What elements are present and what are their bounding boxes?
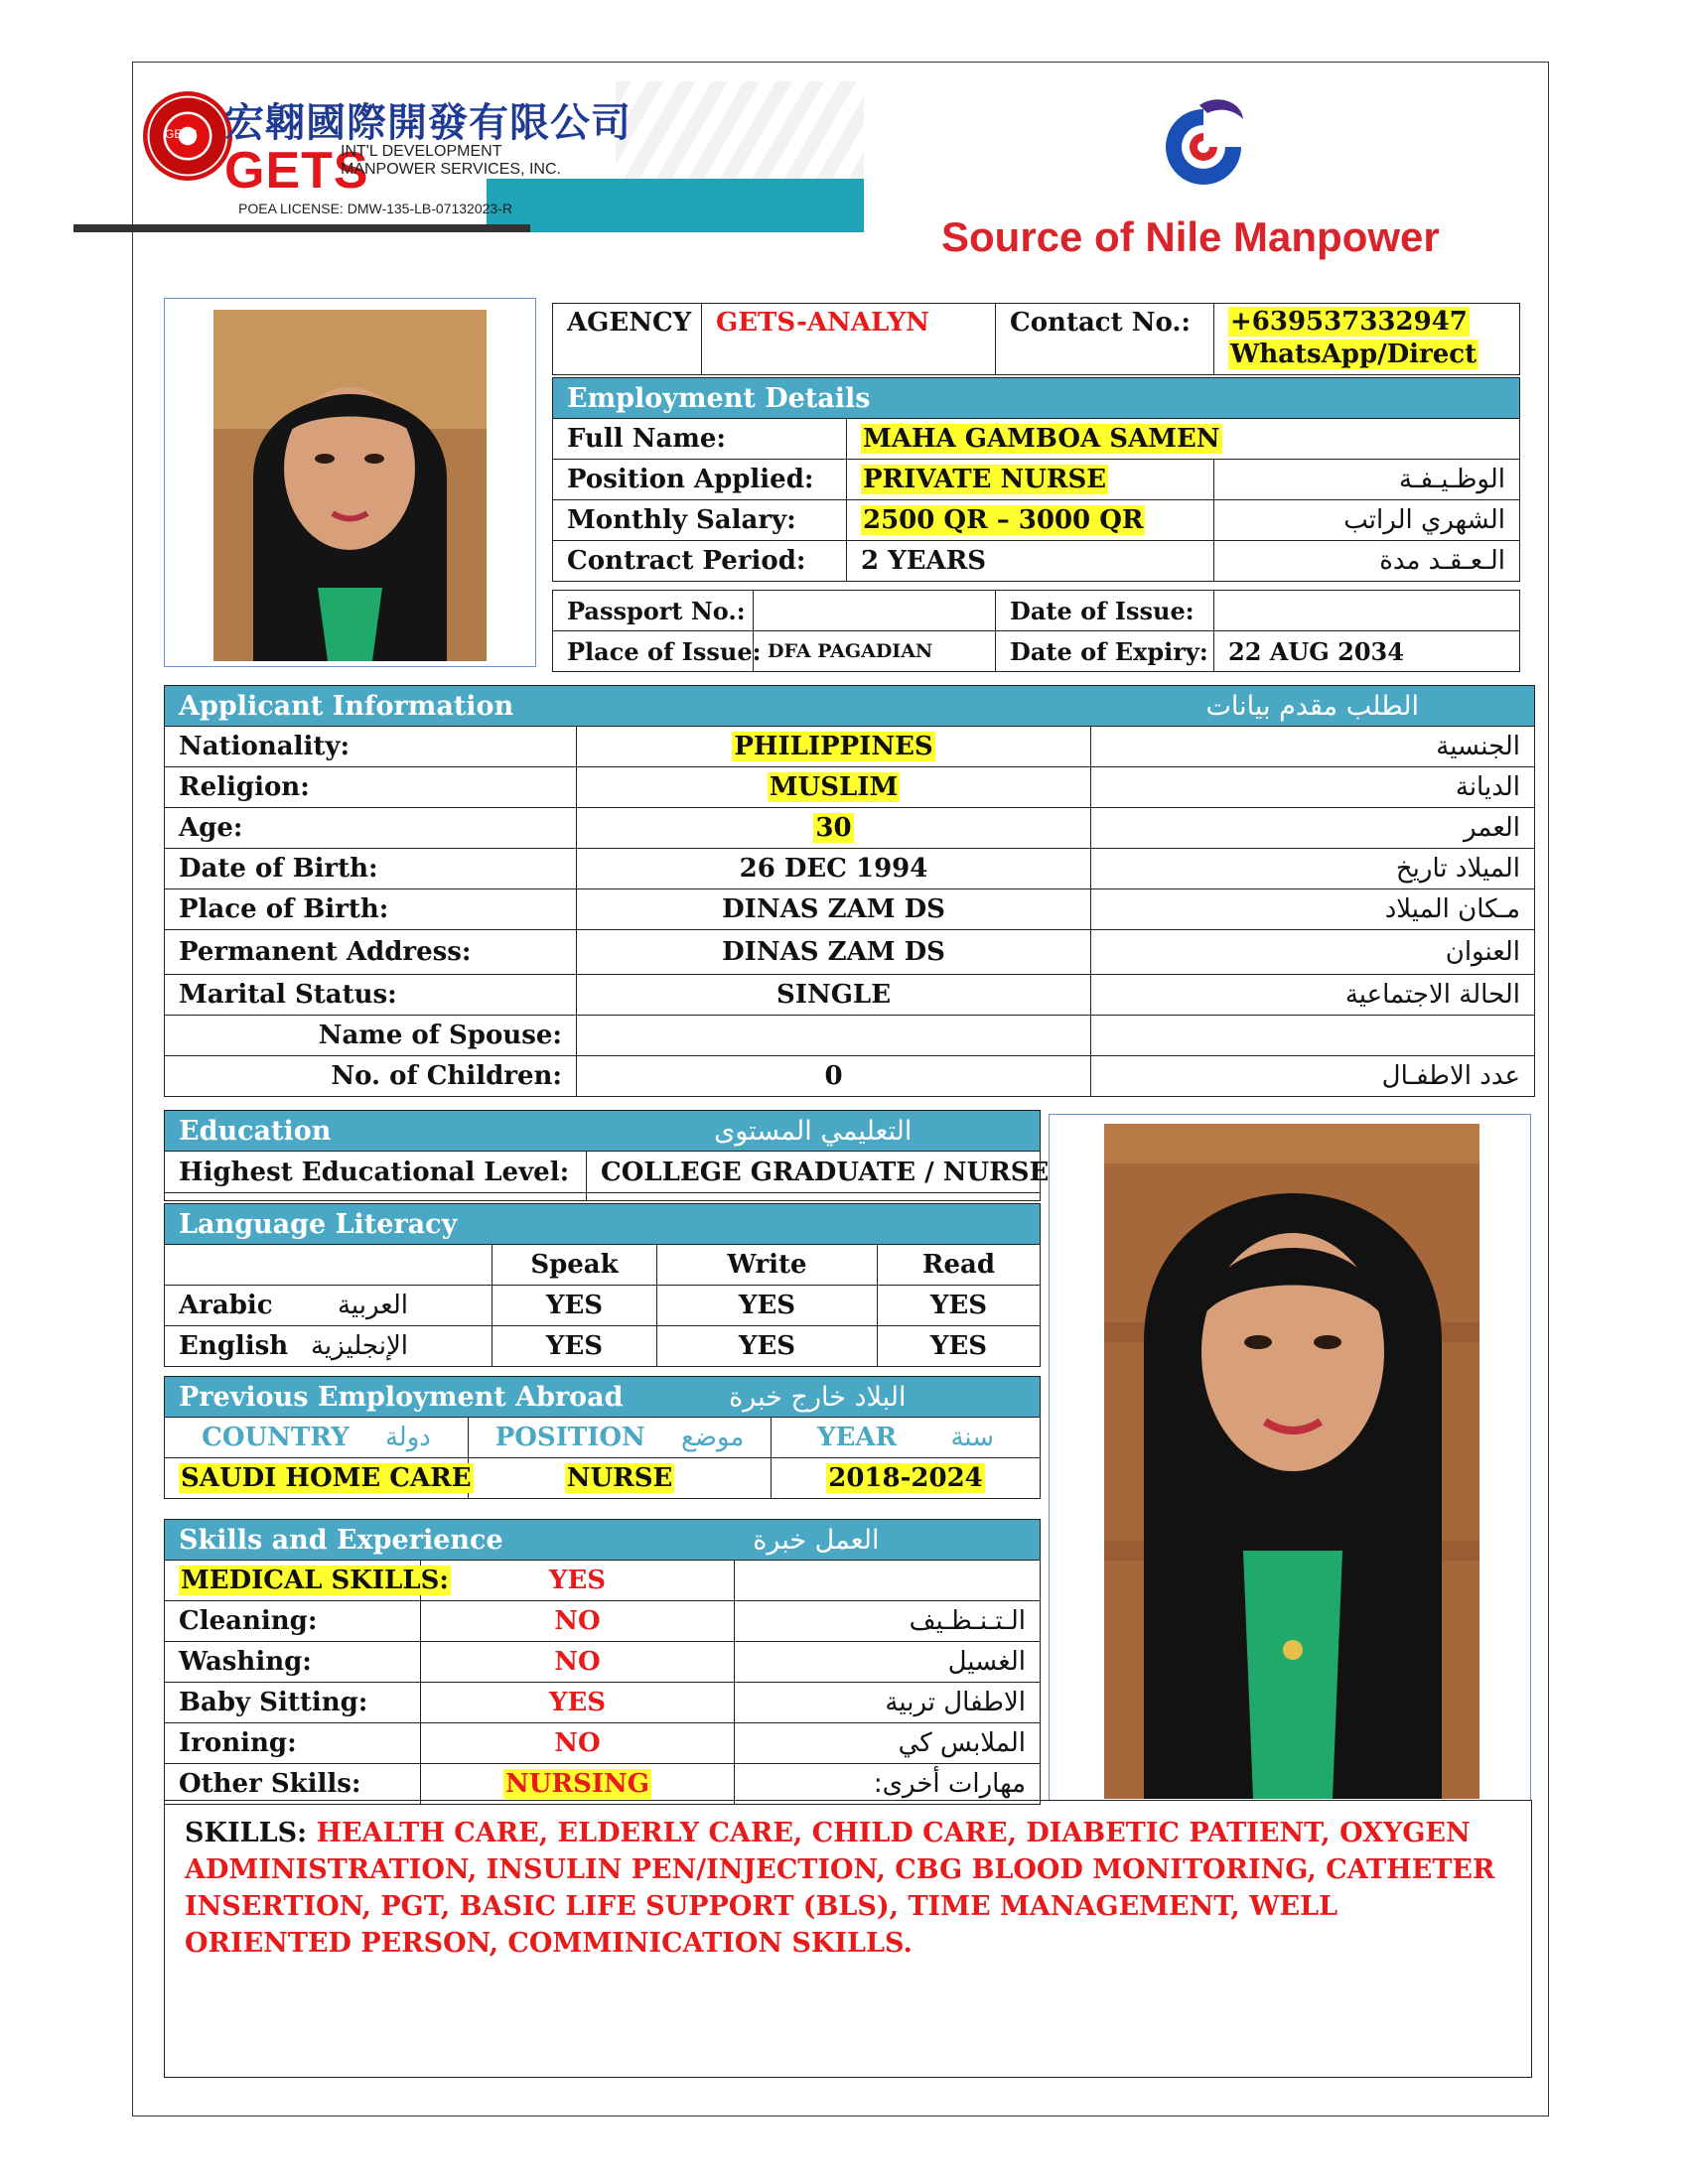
arabic-read: YES: [878, 1286, 1041, 1326]
issue-date-label: Date of Issue:: [996, 591, 1214, 631]
contract-value: 2 YEARS: [847, 541, 1214, 582]
contract-label: Contract Period:: [553, 541, 847, 582]
dob: 26 DEC 1994: [577, 849, 1091, 889]
salary-label: Monthly Salary:: [553, 500, 847, 541]
pob: DINAS ZAM DS: [577, 889, 1091, 930]
age-cell: [577, 808, 1091, 849]
prev-year-cell: [772, 1458, 1041, 1499]
prev-country: SAUDI HOME CARE: [181, 1463, 472, 1493]
children-arabic: عدد الاطفـال: [1091, 1056, 1535, 1097]
skill-other-value: NURSING: [505, 1769, 649, 1799]
skill-babysitting-value: YES: [421, 1683, 735, 1723]
language-title: Language Literacy: [165, 1204, 1041, 1245]
language-name-arabic: العربية: [337, 1291, 408, 1320]
spouse-arabic: [1091, 1016, 1535, 1056]
skills-title-text: Skills and Experience: [179, 1524, 503, 1556]
col-country-label: COUNTRY: [202, 1423, 350, 1452]
skill-ironing-value: NO: [421, 1723, 735, 1764]
education-level: COLLEGE GRADUATE / NURSE: [587, 1152, 1041, 1193]
nationality-cell: [577, 727, 1091, 767]
skills-summary-label: SKILLS:: [185, 1818, 308, 1848]
col-position-arabic: موضع: [681, 1423, 745, 1452]
skills-title-arabic: العمل خبرة: [753, 1524, 880, 1556]
passport-number-label: Passport No.:: [553, 591, 754, 631]
applicant-photo: [213, 310, 487, 661]
skill-other-cell: [421, 1764, 735, 1805]
col-country-arabic: دولة: [384, 1423, 431, 1452]
previous-title: [165, 1377, 907, 1418]
col-year: [772, 1418, 1041, 1458]
skill-other-arabic: مهارات أخرى:: [735, 1764, 1041, 1805]
dob-arabic: الميلاد تاريخ: [1091, 849, 1535, 889]
position: PRIVATE NURSE: [863, 465, 1107, 494]
prev-position-cell: [469, 1458, 772, 1499]
gets-subtitle-line2: MANPOWER SERVICES, INC.: [341, 161, 561, 178]
position-value: [847, 460, 1214, 500]
skill-babysitting-arabic: الاطفال تربية: [735, 1683, 1041, 1723]
religion-label: Religion:: [165, 767, 577, 808]
language-header-read: Read: [878, 1245, 1041, 1286]
language-name: Arabic: [179, 1291, 273, 1320]
age-label: Age:: [165, 808, 577, 849]
contact-phone: +639537332947: [1230, 307, 1468, 337]
arabic-write: YES: [657, 1286, 878, 1326]
nationality-arabic: الجنسية: [1091, 727, 1535, 767]
prev-year: 2018-2024: [828, 1463, 983, 1493]
gets-name: GETS: [224, 142, 369, 200]
skill-ironing-label: Ironing:: [165, 1723, 421, 1764]
arabic-speak: YES: [492, 1286, 657, 1326]
nile-logo-icon: [1160, 97, 1247, 197]
skill-washing-label: Washing:: [165, 1642, 421, 1683]
skill-washing-value: NO: [421, 1642, 735, 1683]
skill-ironing-arabic: الملابس كي: [735, 1723, 1041, 1764]
address: DINAS ZAM DS: [577, 930, 1091, 975]
expiry-date: 22 AUG 2034: [1214, 631, 1520, 672]
english-write: YES: [657, 1326, 878, 1367]
skill-cleaning-label: Cleaning:: [165, 1601, 421, 1642]
language-table: [164, 1203, 1041, 1367]
contact-note: WhatsApp/Direct: [1230, 340, 1477, 369]
salary-arabic: الشهري الراتب: [1214, 500, 1520, 541]
nationality-label: Nationality:: [165, 727, 577, 767]
spouse-label: Name of Spouse:: [165, 1016, 577, 1056]
gets-subtitle: [341, 143, 561, 179]
skill-medical-value: YES: [421, 1561, 735, 1601]
contact-label: Contact No.:: [996, 304, 1214, 375]
skill-cleaning-arabic: الـتـنـظـيف: [735, 1601, 1041, 1642]
language-arabic: [165, 1286, 492, 1326]
previous-title-arabic: البلاد خارج خبرة: [729, 1381, 907, 1413]
full-name: MAHA GAMBOA SAMEN: [863, 424, 1220, 454]
previous-employment-table: [164, 1376, 1041, 1499]
passport-table: [552, 590, 1520, 672]
children-label: No. of Children:: [165, 1056, 577, 1097]
skill-other-label: Other Skills:: [165, 1764, 421, 1805]
skills-table: [164, 1519, 1041, 1805]
language-header-speak: Speak: [492, 1245, 657, 1286]
gets-chinese-name: 宏翺國際開發有限公司: [224, 100, 632, 146]
full-name-label: Full Name:: [553, 419, 847, 460]
salary: 2500 QR – 3000 QR: [863, 505, 1144, 535]
applicant-title: Applicant Information: [165, 686, 1091, 727]
address-arabic: العنوان: [1091, 930, 1535, 975]
agency-value: GETS-ANALYN: [702, 304, 996, 375]
language-name: English: [179, 1331, 289, 1361]
contact-value: [1214, 304, 1520, 375]
skills-summary-box: [164, 1800, 1532, 2078]
position-arabic: الوظـيـفـة: [1214, 460, 1520, 500]
col-country: [165, 1418, 469, 1458]
header-dark-bar: [73, 224, 530, 232]
place-of-issue: DFA PAGADIAN: [754, 631, 996, 672]
education-title-arabic: التعليمي المستوى: [587, 1111, 1041, 1152]
pob-label: Place of Birth:: [165, 889, 577, 930]
applicant-title-arabic: الطلب مقدم بيانات: [1091, 686, 1535, 727]
language-header-write: Write: [657, 1245, 878, 1286]
language-name-arabic: الإنجليزية: [310, 1331, 408, 1361]
position-label: Position Applied:: [553, 460, 847, 500]
religion-arabic: الديانة: [1091, 767, 1535, 808]
contract-arabic: الـعـقـد مدة: [1214, 541, 1520, 582]
applicant-table: [164, 685, 1535, 1097]
pob-arabic: مـكان الميلاد: [1091, 889, 1535, 930]
language-english: [165, 1326, 492, 1367]
skill-medical-arabic: [735, 1561, 1041, 1601]
gets-license: POEA LICENSE: DMW-135-LB-07132023-R: [238, 201, 512, 216]
skill-washing-arabic: الغسيل: [735, 1642, 1041, 1683]
skill-cleaning-value: NO: [421, 1601, 735, 1642]
english-speak: YES: [492, 1326, 657, 1367]
salary-value: [847, 500, 1214, 541]
agency-label: AGENCY: [553, 304, 702, 375]
dob-label: Date of Birth:: [165, 849, 577, 889]
age: 30: [815, 813, 852, 843]
religion-cell: [577, 767, 1091, 808]
gets-logo-circle-text: GETS: [165, 127, 198, 141]
english-read: YES: [878, 1326, 1041, 1367]
skill-babysitting-label: Baby Sitting:: [165, 1683, 421, 1723]
col-position-label: POSITION: [494, 1423, 645, 1452]
prev-country-cell: [165, 1458, 472, 1499]
education-title: Education: [165, 1111, 587, 1152]
col-year-label: YEAR: [816, 1423, 898, 1452]
agency-table: [552, 303, 1520, 375]
language-blank-header: [165, 1245, 492, 1286]
nationality: PHILIPPINES: [734, 732, 933, 761]
skills-summary: HEALTH CARE, ELDERLY CARE, CHILD CARE, DIABETIC PATIENT, OXYGEN ADMINISTRATION, INSULIN PEN/INJECTION, CBG BLOOD MONITORING, CATHETER INSERTION, PGT, BASIC LIFE SUPPORT (BLS), TIME MANAGEMENT, WELL ORIENTED PERSON, COMMINICATION SKILLS.: [185, 1818, 1495, 1959]
marital-label: Marital Status:: [165, 975, 577, 1016]
employment-table: [552, 377, 1520, 582]
col-year-arabic: سنة: [950, 1423, 995, 1452]
age-arabic: العمر: [1091, 808, 1535, 849]
religion: MUSLIM: [769, 772, 899, 802]
marital: SINGLE: [577, 975, 1091, 1016]
nile-company-name: Source of Nile Manpower: [941, 213, 1440, 260]
passport-number: [754, 591, 996, 631]
full-name-value: [847, 419, 1520, 460]
marital-arabic: الحالة الاجتماعية: [1091, 975, 1535, 1016]
place-of-issue-label: Place of Issue:: [553, 631, 754, 672]
education-level-label: Highest Educational Level:: [165, 1152, 587, 1193]
skills-title: [165, 1520, 880, 1561]
header-teal-bar: [487, 179, 864, 232]
skill-medical-label: MEDICAL SKILLS:: [181, 1566, 449, 1595]
issue-date: [1214, 591, 1520, 631]
prev-position: NURSE: [566, 1463, 673, 1493]
spouse: [577, 1016, 1091, 1056]
skill-medical: [165, 1561, 449, 1601]
applicant-photo-large: [1104, 1124, 1479, 1799]
children: 0: [577, 1056, 1091, 1097]
previous-title-text: Previous Employment Abroad: [179, 1381, 624, 1413]
col-position: [469, 1418, 772, 1458]
employment-title: Employment Details: [553, 378, 1520, 419]
gets-subtitle-line1: INT'L DEVELOPMENT: [341, 143, 502, 160]
education-table: [164, 1110, 1050, 1201]
address-label: Permanent Address:: [165, 930, 577, 975]
expiry-date-label: Date of Expiry:: [996, 631, 1214, 672]
